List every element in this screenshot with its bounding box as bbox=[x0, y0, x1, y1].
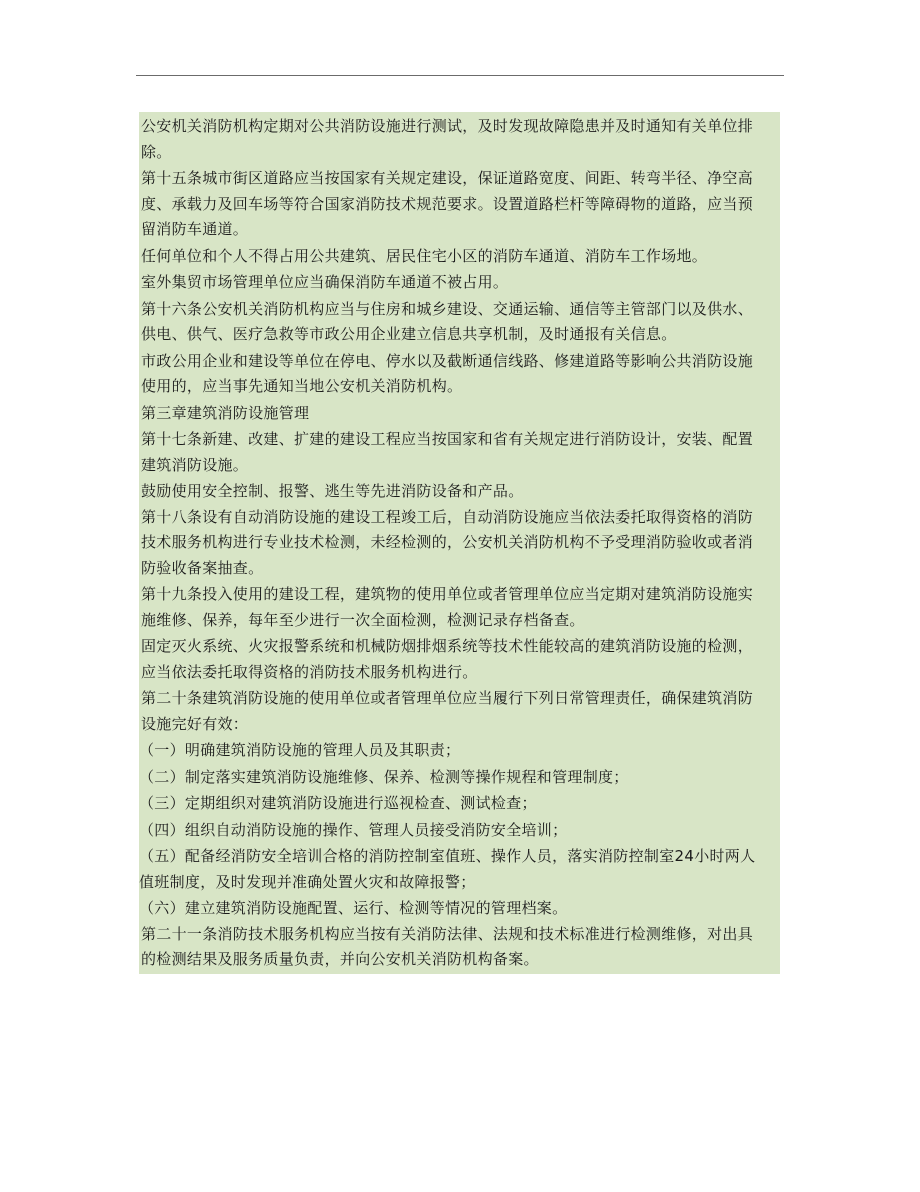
paragraph: 任何单位和个人不得占用公共建筑、居民住宅小区的消防车通道、消防车工作场地。 bbox=[141, 246, 708, 265]
paragraph: 第十九条投入使用的建设工程，建筑物的使用单位或者管理单位应当定期对建筑消防设施实施维修、保养，每年至少进行一次全面检测，检测记录存档备查。 bbox=[141, 585, 754, 629]
paragraph: 公安机关消防机构定期对公共消防设施进行测试，及时发现故障隐患并及时通知有关单位排除。 bbox=[141, 117, 754, 161]
list-item: （一）明确建筑消防设施的管理人员及其职责； bbox=[139, 741, 461, 759]
list-item: （六）建立建筑消防设施配置、运行、检测等情况的管理档案。 bbox=[139, 899, 568, 917]
paragraph: 第十六条公安机关消防机构应当与住房和城乡建设、交通运输、通信等主管部门以及供水、供电、供气、医疗急救等市政公用企业建立信息共享机制，及时通报有关信息。 bbox=[141, 299, 754, 343]
chapter-heading: 第三章建筑消防设施管理 bbox=[141, 403, 310, 422]
list-item: （二）制定落实建筑消防设施维修、保养、检测等操作规程和管理制度； bbox=[139, 767, 629, 786]
paragraph: 室外集贸市场管理单位应当确保消防车通道不被占用。 bbox=[141, 273, 509, 291]
highlighted-text-block bbox=[139, 112, 780, 974]
paragraph: 第二十一条消防技术服务机构应当按有关消防法律、法规和技术标准进行检测维修，对出具的检测结果及服务质量负责，并向公安机关消防机构备案。 bbox=[141, 924, 754, 968]
list-item: （五）配备经消防安全培训合格的消防控制室值班、操作人员，落实消防控制室24小时两人值班制度，及时发现并准确处置火灾和故障报警； bbox=[139, 847, 756, 891]
paragraph: 固定灭火系统、火灾报警系统和机械防烟排烟系统等技术性能较高的建筑消防设施的检测，应当依法委托取得资格的消防技术服务机构进行。 bbox=[141, 637, 754, 681]
paragraph: 鼓励使用安全控制、报警、逃生等先进消防设备和产品。 bbox=[141, 482, 524, 500]
list-item: （三）定期组织对建筑消防设施进行巡视检查、测试检查； bbox=[139, 794, 537, 812]
paragraph: 第十八条设有自动消防设施的建设工程竣工后，自动消防设施应当依法委托取得资格的消防技术服务机构进行专业技术检测，未经检测的，公安机关消防机构不予受理消防验收或者消防验收备案抽查。 bbox=[141, 507, 754, 577]
duty-list bbox=[139, 738, 780, 922]
paragraph: 市政公用企业和建设等单位在停电、停水以及截断通信线路、修建道路等影响公共消防设施使用的，应当事先通知当地公安机关消防机构。 bbox=[141, 351, 754, 395]
header-rule bbox=[136, 75, 784, 76]
paragraph: 第十七条新建、改建、扩建的建设工程应当按国家和省有关规定进行消防设计，安装、配置建筑消防设施。 bbox=[141, 430, 754, 474]
list-item: （四）组织自动消防设施的操作、管理人员接受消防安全培训； bbox=[139, 820, 568, 839]
paragraph: 第十五条城市街区道路应当按国家有关规定建设，保证道路宽度、间距、转弯半径、净空高度、承载力及回车场等符合国家消防技术规范要求。设置道路栏杆等障碍物的道路，应当预留消防车通道。 bbox=[141, 169, 754, 238]
paragraph: 第二十条建筑消防设施的使用单位或者管理单位应当履行下列日常管理责任，确保建筑消防设施完好有效： bbox=[141, 689, 754, 733]
